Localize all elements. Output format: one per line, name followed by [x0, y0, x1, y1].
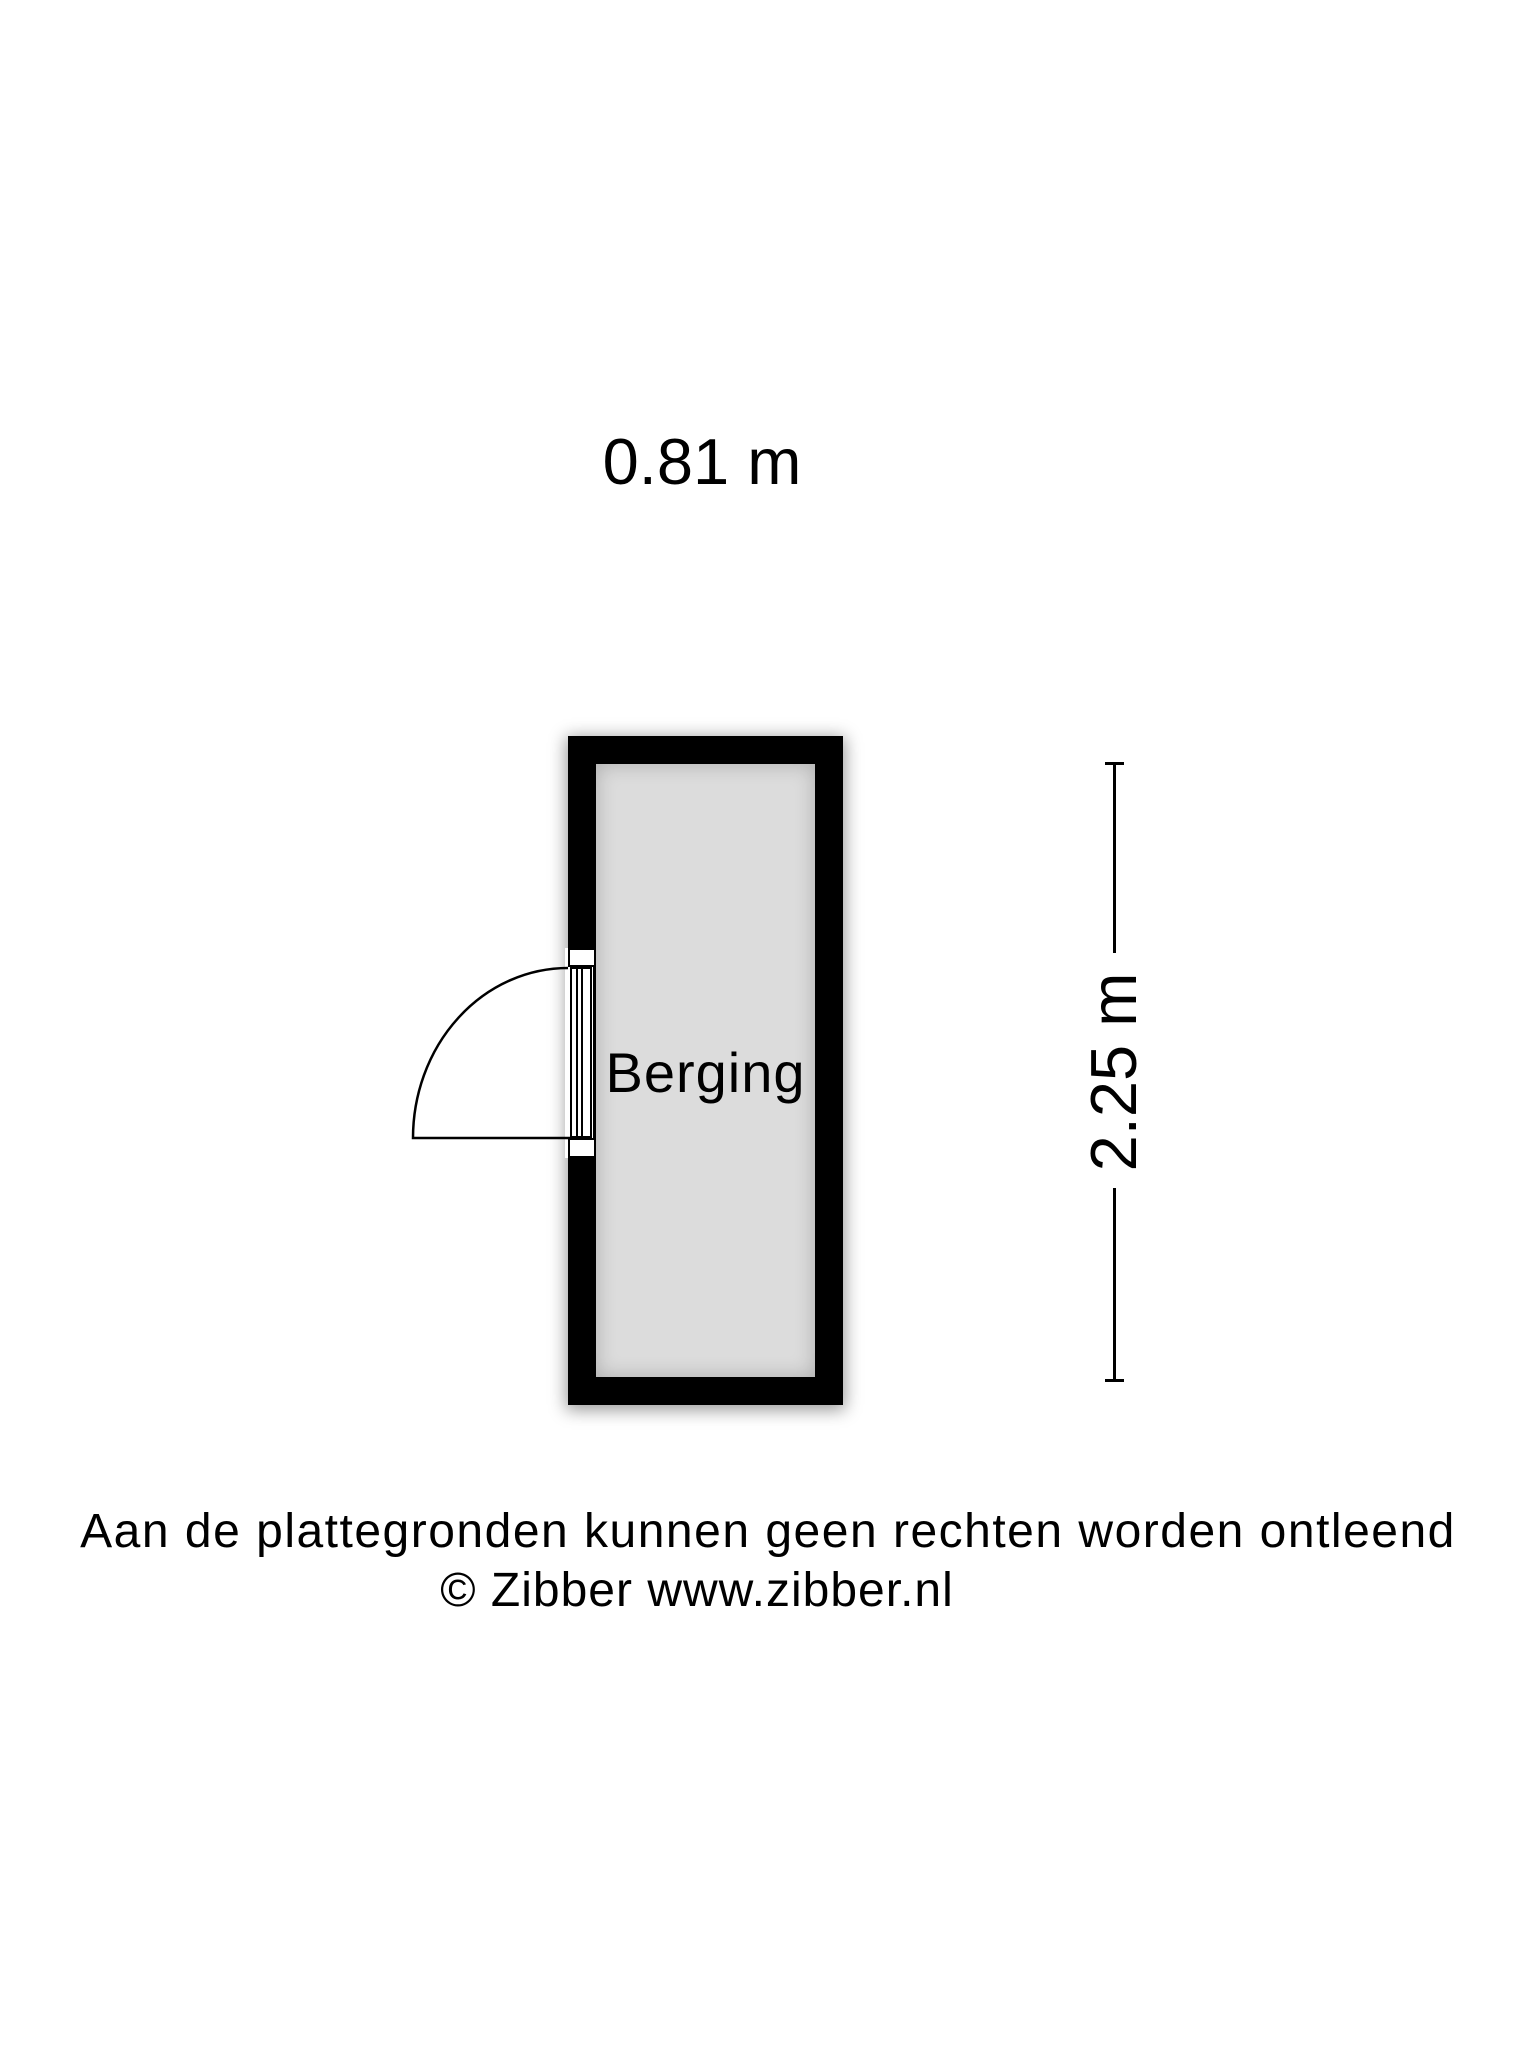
room-berging: [568, 736, 843, 1405]
height-dimension-tick-bottom: [1105, 1379, 1124, 1382]
disclaimer-text: Aan de plattegronden kunnen geen rechten worden ontleend: [80, 1505, 1456, 1558]
width-dimension-label: 0.81 m: [602, 425, 802, 498]
height-dimension-label: 2.25 m: [1077, 972, 1150, 1172]
copyright-text: © Zibber www.zibber.nl: [440, 1564, 954, 1617]
height-dimension-tick-top: [1105, 762, 1124, 765]
room-label: Berging: [605, 1041, 806, 1104]
door-swing-icon: [395, 950, 595, 1150]
